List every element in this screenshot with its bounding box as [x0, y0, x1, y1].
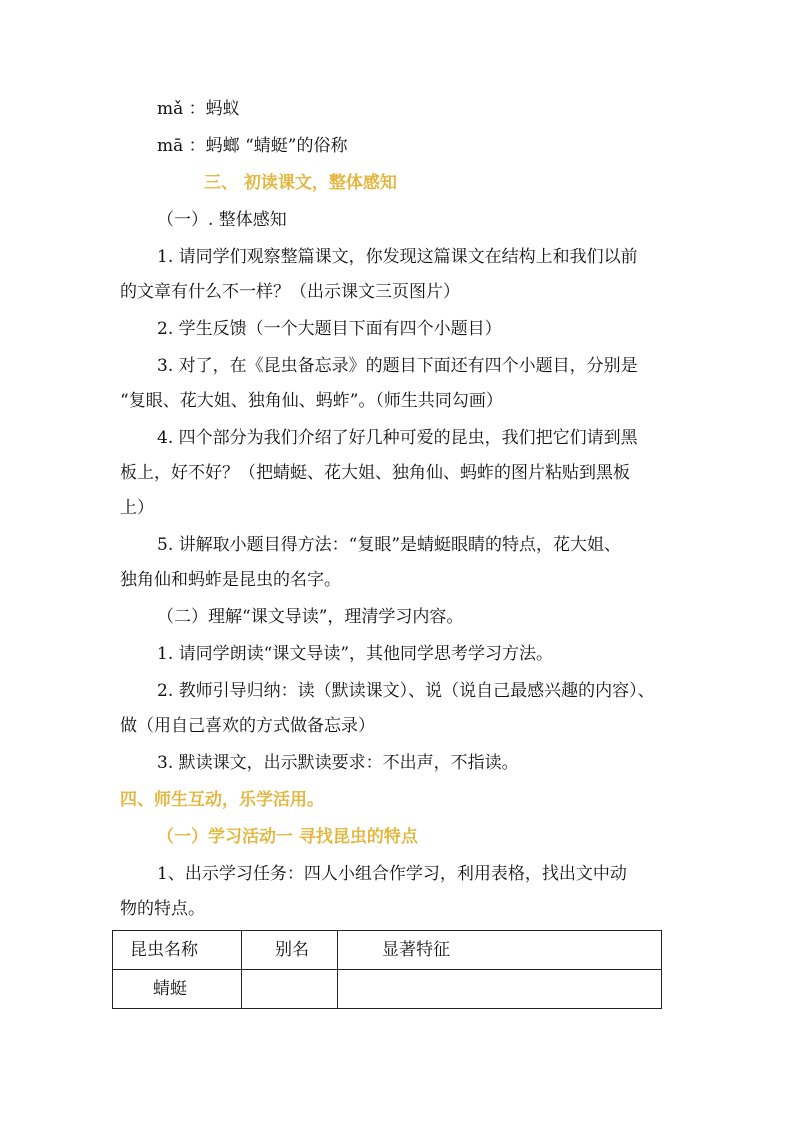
table-cell: 蜻蜓	[113, 970, 242, 1009]
paragraph-line: 独角仙和蚂蚱是昆虫的名字。	[120, 570, 341, 590]
paragraph-line: 5. 讲解取小题目得方法：“复眼”是蜻蜓眼睛的特点，花大姐、	[157, 535, 622, 555]
table-header-cell: 显著特征	[338, 931, 662, 970]
table-cell	[242, 970, 338, 1009]
subsection-heading: （一）. 整体感知	[157, 210, 287, 230]
insect-features-table	[112, 930, 662, 1009]
paragraph-line: 物的特点。	[120, 899, 205, 919]
paragraph-line: 1. 请同学朗读“课文导读”，其他同学思考学习方法。	[157, 644, 554, 664]
paragraph-line: 上）	[120, 498, 154, 518]
paragraph-line: 2. 教师引导归纳：读（默读课文）、说（说自己最感兴趣的内容）、	[157, 681, 655, 701]
paragraph-line: 3. 默读课文，出示默读要求：不出声，不指读。	[157, 753, 519, 773]
activity-heading: （一）学习活动一 寻找昆虫的特点	[157, 827, 418, 847]
table-cell	[338, 970, 662, 1009]
paragraph-line: 2. 学生反馈（一个大题目下面有四个小题目）	[157, 319, 502, 339]
paragraph-line: 1、出示学习任务：四人小组合作学习，利用表格，找出文中动	[157, 864, 627, 884]
table-header-cell: 昆虫名称	[113, 931, 242, 970]
pinyin-line-ma1: mā ：蚂螂 “蜻蜓”的俗称	[157, 136, 348, 156]
section-heading-3: 三、 初读课文，整体感知	[204, 173, 397, 193]
pinyin-line-ma3: mǎ ：蚂蚁	[157, 99, 240, 119]
table-row	[113, 970, 662, 1009]
paragraph-line: 1. 请同学们观察整篇课文，你发现这篇课文在结构上和我们以前	[157, 247, 638, 267]
paragraph-line: 板上，好不好？（把蜻蜓、花大姐、独角仙、蚂蚱的图片粘贴到黑板	[120, 463, 630, 483]
table-header-row	[113, 931, 662, 970]
paragraph-line: 的文章有什么不一样？（出示课文三页图片）	[120, 282, 460, 302]
paragraph-line: 4. 四个部分为我们介绍了好几种可爱的昆虫，我们把它们请到黑	[157, 428, 638, 448]
paragraph-line: 做（用自己喜欢的方式做备忘录）	[120, 716, 375, 736]
subsection-heading: （二）理解“课文导读”，理清学习内容。	[157, 607, 464, 627]
paragraph-line: 3. 对了，在《昆虫备忘录》的题目下面还有四个小题目，分别是	[157, 356, 638, 376]
section-heading-4: 四、师生互动，乐学活用。	[120, 790, 324, 810]
paragraph-line: “复眼、花大姐、独角仙、蚂蚱”。（师生共同勾画）	[120, 391, 503, 411]
table-header-cell: 别名	[242, 931, 338, 970]
